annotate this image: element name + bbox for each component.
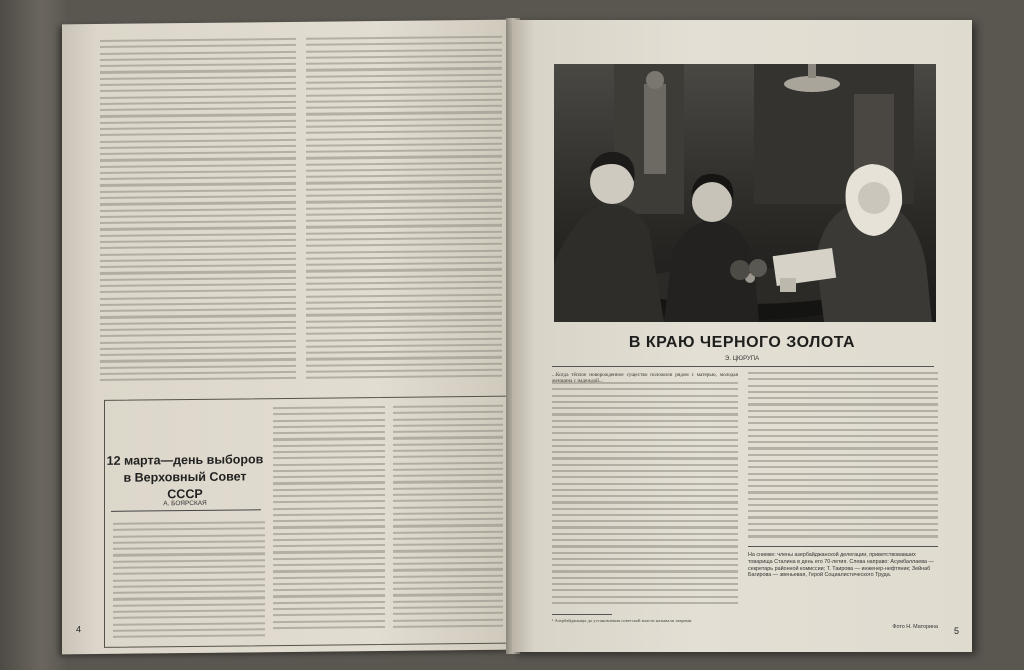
article-headline: В КРАЮ ЧЕРНОГО ЗОЛОТА (628, 334, 856, 351)
delegation-photo (554, 64, 936, 322)
article-column-1-text (552, 382, 738, 610)
box-author: А. БОЯРСКАЯ (163, 499, 207, 508)
article-intro (552, 372, 738, 380)
caption-rule (748, 546, 938, 547)
left-page (62, 20, 514, 655)
article-intro-text: ...Когда тёплое новорожденное существо положили рядом с матерью, молодая (552, 372, 738, 378)
left-column-2-text (306, 36, 502, 388)
right-page-number: 5 (954, 626, 960, 636)
left-page-number: 4 (76, 624, 82, 635)
photo-credit: Фото Н. Маторина (892, 624, 938, 630)
box-column-2-text (273, 406, 385, 639)
footnote: ¹ Азербайджанцы до установления советской власти называли таврами. (552, 618, 693, 623)
footnote-rule (552, 614, 612, 615)
byline-rule (552, 366, 934, 367)
article-byline: Э. ЦЮРУПА (724, 356, 760, 362)
box-column-3-text (393, 405, 503, 638)
box-column-1-text (113, 521, 265, 641)
article-column-2-text (748, 372, 938, 542)
photo-caption: На снимке: члены азербайджанской делегации, приветствовавших товарища Сталина в день его 70-летия. Слева направо: Асумбаллаева — секретарь районной комиссии; Т. Таирова — инженер-нефтяник; Зейнаб Багирова — звеньевая, Герой Социалистического Труда. (748, 552, 934, 579)
right-page (512, 20, 972, 652)
left-column-1-text (100, 38, 296, 390)
box-title: 12 марта—день выборов в Верховный Совет СССР (106, 452, 264, 502)
photo-illustration (554, 64, 936, 322)
table-background (0, 0, 70, 670)
box-rule (111, 509, 261, 512)
election-box (104, 396, 510, 648)
